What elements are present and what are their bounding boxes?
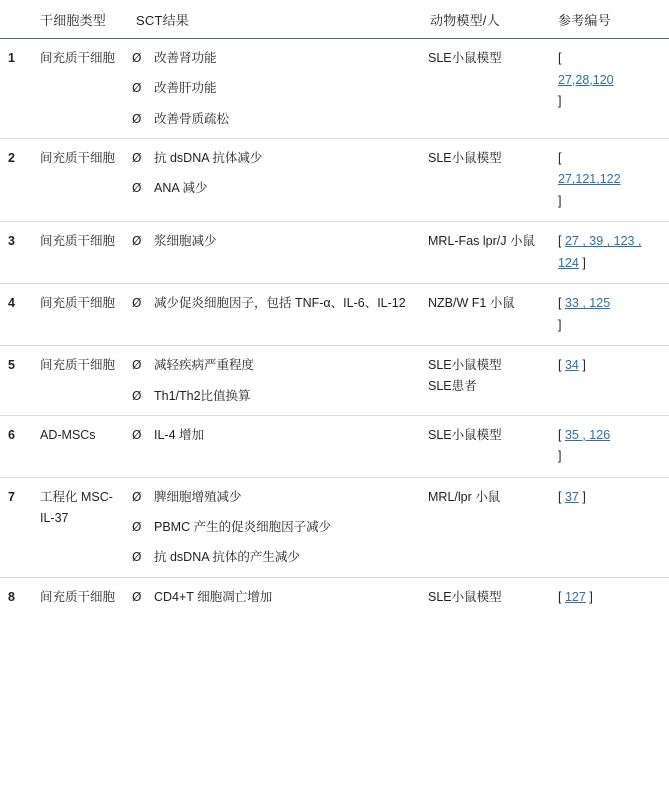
row-model xyxy=(424,577,552,617)
bullet-icon: Ø xyxy=(132,81,142,96)
table-header-row xyxy=(0,0,669,39)
reference-suffix: ] xyxy=(558,193,562,208)
row-model xyxy=(424,39,552,139)
reference-link[interactable]: 33 , 125 xyxy=(564,296,611,311)
row-reference xyxy=(552,415,669,477)
reference-prefix: [ xyxy=(558,589,562,604)
cell-type-label: 间充质干细胞 xyxy=(40,234,116,249)
bullet-icon: Ø xyxy=(132,388,142,403)
row-index: 8 xyxy=(8,589,15,604)
result-text: 改善骨质疏松 xyxy=(154,111,230,126)
row-index: 4 xyxy=(0,284,34,346)
column-header-cell-type: 干细胞类型 xyxy=(34,0,130,39)
result-item xyxy=(132,109,416,129)
result-text: 减轻疾病严重程度 xyxy=(154,358,255,373)
row-index: 6 xyxy=(0,415,34,477)
row-sct-results xyxy=(130,222,424,284)
cell-type-label: AD-MSCs xyxy=(40,427,96,442)
column-header-reference: 参考编号 xyxy=(552,0,669,39)
reference-link[interactable]: 35 , 126 xyxy=(564,427,611,442)
row-sct-results xyxy=(130,477,424,577)
bullet-icon: Ø xyxy=(132,150,142,165)
reference-prefix: [ xyxy=(558,427,562,442)
reference-suffix: ] xyxy=(582,255,586,270)
row-sct-results xyxy=(130,39,424,139)
row-reference xyxy=(552,39,669,139)
reference-suffix: ] xyxy=(582,358,586,373)
cell-type-label: 间充质干细胞 xyxy=(40,358,116,373)
bullet-icon: Ø xyxy=(132,296,142,311)
row-sct-results xyxy=(130,284,424,346)
row-reference xyxy=(552,284,669,346)
reference-prefix: [ xyxy=(558,296,562,311)
bullet-icon: Ø xyxy=(132,589,142,604)
model-text: SLE小鼠模型 xyxy=(428,589,502,604)
row-reference xyxy=(552,222,669,284)
reference-link[interactable]: 37 xyxy=(564,489,579,504)
row-reference xyxy=(552,346,669,416)
result-item xyxy=(132,386,416,406)
row-sct-results xyxy=(130,138,424,222)
bullet-icon: Ø xyxy=(132,234,142,249)
table-row xyxy=(0,415,669,477)
table-row xyxy=(0,577,669,617)
row-index: 3 xyxy=(0,222,34,284)
result-item xyxy=(132,78,416,98)
result-text: PBMC 产生的促炎细胞因子减少 xyxy=(154,520,332,534)
table-row xyxy=(0,346,669,416)
row-model xyxy=(424,138,552,222)
row-cell-type xyxy=(34,222,130,284)
result-text: ANA 减少 xyxy=(154,181,208,195)
reference-prefix: [ xyxy=(558,150,562,165)
result-text: 改善肝功能 xyxy=(154,81,217,96)
bullet-icon: Ø xyxy=(132,489,142,504)
bullet-icon: Ø xyxy=(132,51,142,65)
row-reference xyxy=(552,577,669,617)
column-header-index xyxy=(0,0,34,39)
reference-suffix: ] xyxy=(558,94,562,108)
cell-type-label: 工程化 MSC-IL-37 xyxy=(40,489,113,526)
bullet-icon: Ø xyxy=(132,358,142,373)
model-text: SLE小鼠模型 xyxy=(428,427,502,442)
model-text: SLE患者 xyxy=(428,378,477,393)
row-index: 5 xyxy=(0,346,34,416)
result-text: IL-4 增加 xyxy=(154,427,205,442)
table-header xyxy=(0,0,669,39)
reference-link[interactable]: 34 xyxy=(564,358,579,373)
bullet-icon: Ø xyxy=(132,181,142,195)
bullet-icon: Ø xyxy=(132,550,142,565)
bullet-icon: Ø xyxy=(132,111,142,126)
table-row xyxy=(0,138,669,222)
table-body xyxy=(0,39,669,618)
model-text: SLE小鼠模型 xyxy=(428,150,502,165)
result-text: 脾细胞增殖减少 xyxy=(154,489,242,504)
result-item xyxy=(132,355,416,375)
result-item xyxy=(132,547,416,567)
reference-prefix: [ xyxy=(558,234,562,249)
model-text: NZB/W F1 小鼠 xyxy=(428,296,515,311)
result-item xyxy=(132,517,416,537)
result-item xyxy=(132,48,416,68)
cell-type-label: 间充质干细胞 xyxy=(40,51,116,65)
row-cell-type xyxy=(34,284,130,346)
model-text: SLE小鼠模型 xyxy=(428,51,502,65)
result-item xyxy=(132,293,416,313)
row-model xyxy=(424,222,552,284)
row-sct-results xyxy=(130,346,424,416)
reference-link[interactable]: 27 , 39 , 123 , 124 xyxy=(558,234,642,270)
reference-suffix: ] xyxy=(558,317,562,332)
model-text: MRL-Fas lpr/J 小鼠 xyxy=(428,234,535,249)
row-sct-results xyxy=(130,415,424,477)
reference-suffix: ] xyxy=(558,449,562,464)
reference-suffix: ] xyxy=(582,489,586,504)
cell-type-label: 间充质干细胞 xyxy=(40,150,116,165)
result-text: CD4+T 细胞凋亡增加 xyxy=(154,589,273,604)
result-item xyxy=(132,148,416,168)
row-reference xyxy=(552,138,669,222)
model-text: MRL/lpr 小鼠 xyxy=(428,489,501,504)
row-model xyxy=(424,346,552,416)
row-cell-type xyxy=(34,39,130,139)
result-item xyxy=(132,587,416,607)
reference-link[interactable]: 127 xyxy=(564,589,586,604)
row-cell-type xyxy=(34,577,130,617)
column-header-model: 动物模型/人 xyxy=(424,0,552,39)
row-cell-type xyxy=(34,346,130,416)
result-text: 抗 dsDNA 抗体减少 xyxy=(154,150,263,165)
row-model xyxy=(424,284,552,346)
reference-link[interactable]: 27,121,122 xyxy=(558,172,621,187)
model-text: SLE小鼠模型 xyxy=(428,358,502,373)
cell-type-label: 间充质干细胞 xyxy=(40,589,116,604)
reference-prefix: [ xyxy=(558,358,562,373)
column-header-sct-result: SCT结果 xyxy=(130,0,424,39)
table-row xyxy=(0,284,669,346)
result-item xyxy=(132,178,416,198)
result-text: 抗 dsDNA 抗体的产生减少 xyxy=(154,550,300,565)
bullet-icon: Ø xyxy=(132,427,142,442)
reference-prefix: [ xyxy=(558,51,562,65)
reference-link[interactable]: 27,28,120 xyxy=(558,72,614,87)
row-reference xyxy=(552,477,669,577)
row-index: 1 xyxy=(0,39,34,139)
row-model xyxy=(424,415,552,477)
table-row xyxy=(0,222,669,284)
result-item xyxy=(132,487,416,507)
row-cell-type xyxy=(34,415,130,477)
row-index: 2 xyxy=(0,138,34,222)
result-item xyxy=(132,425,416,445)
result-text: Th1/Th2比值换算 xyxy=(154,388,251,403)
table-row xyxy=(0,477,669,577)
row-index: 7 xyxy=(0,477,34,577)
row-model xyxy=(424,477,552,577)
bullet-icon: Ø xyxy=(132,520,142,534)
result-text: 改善肾功能 xyxy=(154,51,217,65)
table-row xyxy=(0,39,669,139)
result-text: 浆细胞减少 xyxy=(154,234,217,249)
reference-prefix: [ xyxy=(558,489,562,504)
row-cell-type xyxy=(34,138,130,222)
row-sct-results xyxy=(130,577,424,617)
result-text: 减少促炎细胞因子，包括 TNF-α、IL-6、IL-12 xyxy=(154,296,406,311)
cell-type-label: 间充质干细胞 xyxy=(40,296,116,311)
row-cell-type xyxy=(34,477,130,577)
result-item xyxy=(132,231,416,251)
reference-suffix: ] xyxy=(589,589,593,604)
